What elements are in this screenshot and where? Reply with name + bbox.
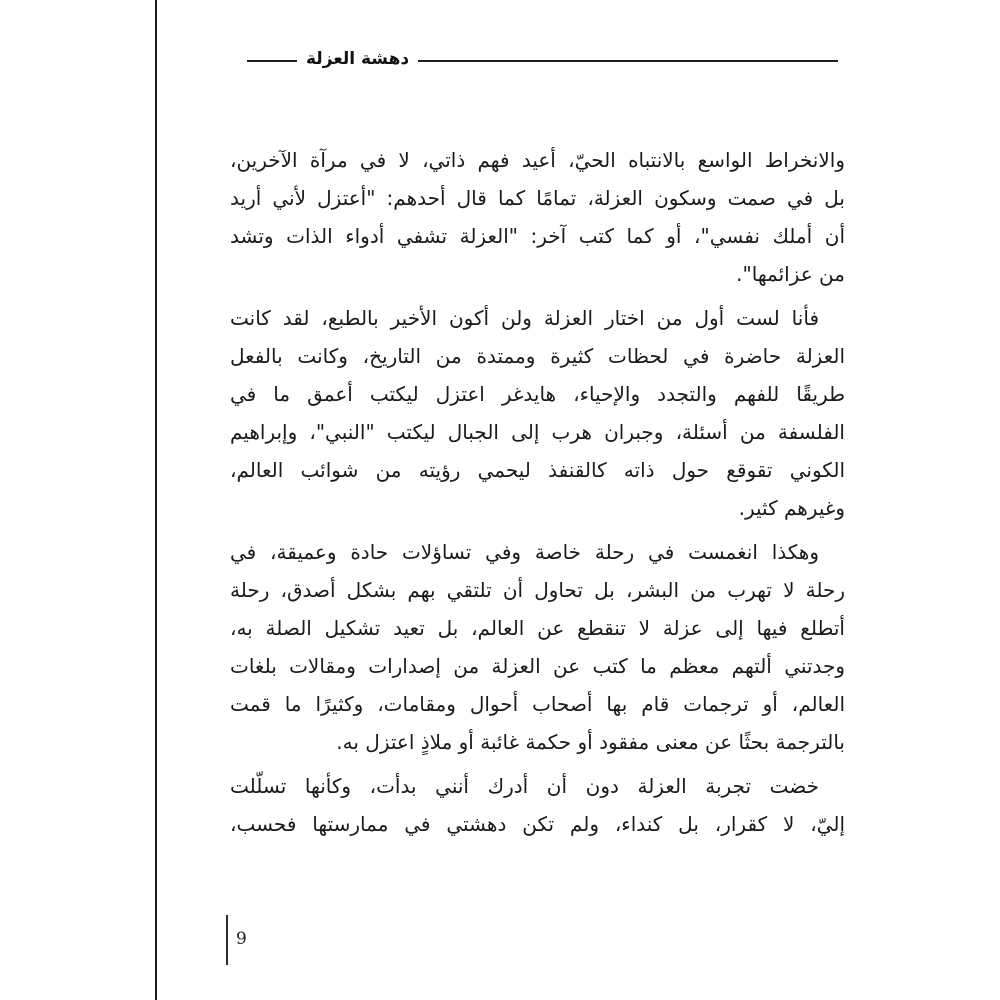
header-rule-long xyxy=(418,60,838,62)
text-line: طريقًا للفهم والتجدد والإحياء، هايدغر اعتزل ليكتب أعمق ما في xyxy=(230,382,845,406)
page-header xyxy=(247,51,838,70)
page-edge-line xyxy=(155,0,157,1000)
footer-rule xyxy=(226,915,228,965)
text-line: إليّ، لا كقرار، بل كنداء، ولم تكن دهشتي في ممارستها فحسب، xyxy=(230,812,845,836)
text-line: فأنا لست أول من اختار العزلة ولن أكون الأخير بالطبع، لقد كانت xyxy=(230,306,819,330)
text-line: وغيرهم كثير. xyxy=(738,496,845,520)
page-number: 9 xyxy=(236,929,247,949)
text-line: وجدتني ألتهم معظم ما كتب عن العزلة من إصدارات ومقالات بلغات xyxy=(230,654,845,678)
book-title: دهشة العزلة xyxy=(306,49,410,69)
text-line: أن أملك نفسي"، أو كما كتب آخر: "العزلة تشفي أدواء الذات وتشد xyxy=(230,224,845,248)
header-rule-short xyxy=(247,60,297,62)
text-line: العزلة حاضرة في لحظات كثيرة وممتدة من التاريخ، وكانت بالفعل xyxy=(230,344,845,368)
paragraph xyxy=(230,299,845,527)
text-line: أتطلع فيها إلى عزلة لا تنقطع عن العالم، بل تعيد تشكيل الصلة به، xyxy=(230,616,845,640)
text-line: وهكذا انغمست في رحلة خاصة وفي تساؤلات حادة وعميقة، في xyxy=(230,540,819,564)
paragraph xyxy=(230,767,845,843)
text-line: رحلة لا تهرب من البشر، بل تحاول أن تلتقي بهم بشكل أصدق، رحلة xyxy=(230,578,845,602)
text-line: الكوني تقوقع حول ذاته كالقنفذ ليحمي رؤيته من شوائب العالم، xyxy=(230,458,845,482)
page-content xyxy=(230,141,845,849)
paragraph xyxy=(230,141,845,293)
text-line: بالترجمة بحثًا عن معنى مفقود أو حكمة غائبة أو ملاذٍ اعتزل به. xyxy=(336,730,845,754)
text-line: العالم، أو ترجمات قام بها أصحاب أحوال ومقامات، وكثيرًا ما قمت xyxy=(230,692,845,716)
text-line: بل في صمت وسكون العزلة، تمامًا كما قال أحدهم: "أعتزل لأني أريد xyxy=(230,186,845,210)
paragraph xyxy=(230,533,845,761)
text-line: من عزائمها". xyxy=(736,262,845,286)
text-line: الفلسفة من أسئلة، وجبران هرب إلى الجبال ليكتب "النبي"، وإبراهيم xyxy=(230,420,845,444)
text-line: خضت تجربة العزلة دون أن أدرك أنني بدأت، وكأنها تسلّلت xyxy=(230,774,819,798)
text-line: والانخراط الواسع بالانتباه الحيّ، أعيد فهم ذاتي، لا في مرآة الآخرين، xyxy=(230,148,845,172)
